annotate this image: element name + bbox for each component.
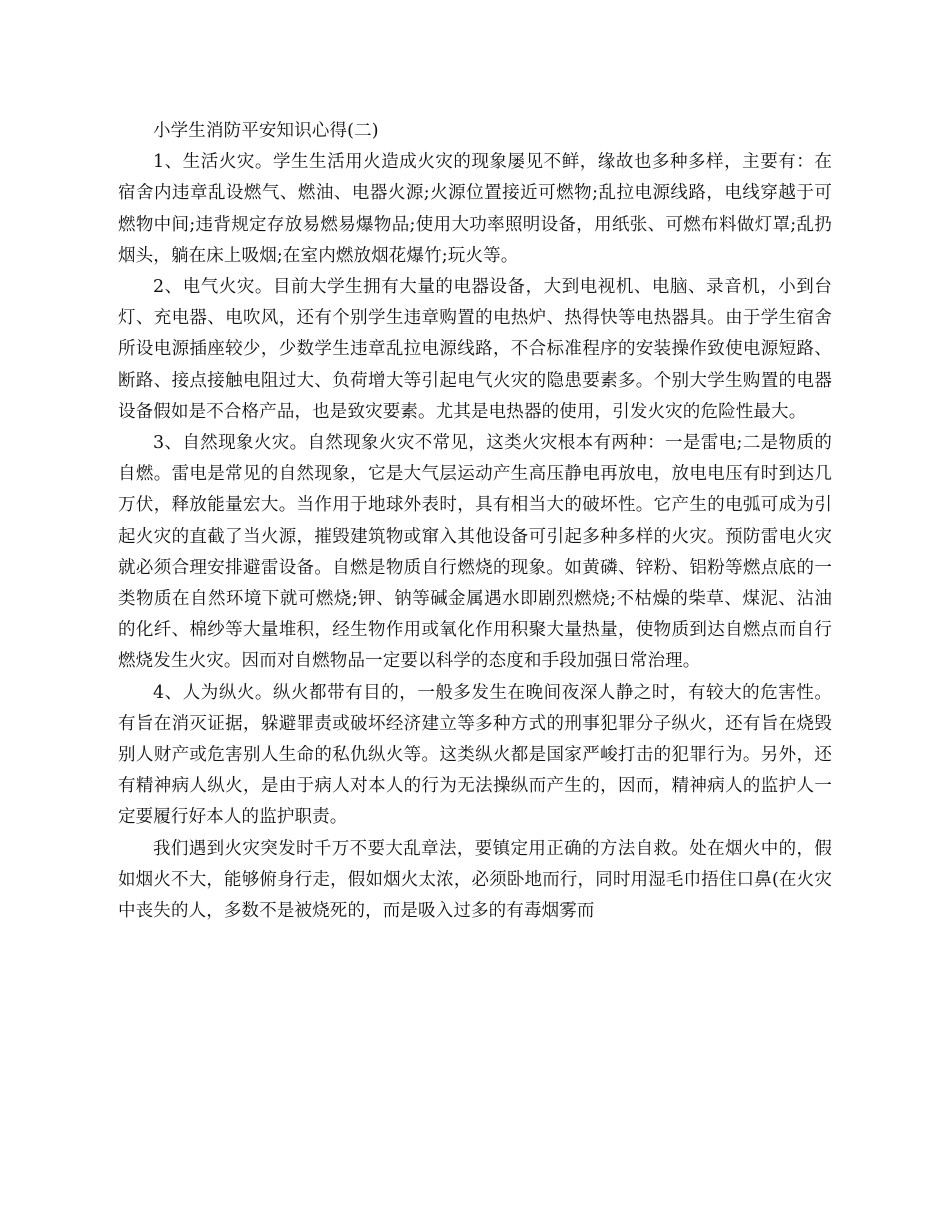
paragraph-self-rescue: 我们遇到火灾突发时千万不要大乱章法，要镇定用正确的方法自救。处在烟火中的，假如烟火不大，能够俯身行走，假如烟火太浓，必须卧地而行，同时用湿毛巾捂住口鼻(在火灾中丧失的人，多数不是被烧死的，而是吸入过多的有毒烟雾而 [118, 838, 832, 922]
paragraph-natural-fire: 3、自然现象火灾。自然现象火灾不常见，这类火灾根本有两种：一是雷电;二是物质的自燃。雷电是常见的自然现象，它是大气层运动产生高压静电再放电，放电电压有时到达几万伏，释放能量宏大。当作用于地球外表时，具有相当大的破坏性。它产生的电弧可成为引起火灾的直截了当火源，摧毁建筑物或窜入其他设备可引起多种多样的火灾。预防雷电火灾就必须合理安排避雷设备。自燃是物质自行燃烧的现象。如黄磷、锌粉、铝粉等燃点底的一类物质在自然环境下就可燃烧;钾、钠等碱金属遇水即剧烈燃烧;不枯燥的柴草、煤泥、沾油的化纤、棉纱等大量堆积，经生物作用或氧化作用积聚大量热量，使物质到达自燃点而自行燃烧发生火灾。因而对自燃物品一定要以科学的态度和手段加强日常治理。 [118, 433, 832, 672]
paragraph-arson: 4、人为纵火。纵火都带有目的，一般多发生在晚间夜深人静之时，有较大的危害性。有旨在消灭证据，躲避罪责或破坏经济建立等多种方式的刑事犯罪分子纵火，还有旨在烧毁别人财产或危害别人生命的私仇纵火等。这类纵火都是国家严峻打击的犯罪行为。另外，还有精神病人纵火，是由于病人对本人的行为无法操纵而产生的，因而，精神病人的监护人一定要履行好本人的监护职责。 [118, 682, 832, 828]
paragraph-electrical-fire: 2、电气火灾。目前大学生拥有大量的电器设备，大到电视机、电脑、录音机，小到台灯、充电器、电吹风，还有个别学生违章购置的电热炉、热得快等电热器具。由于学生宿舍所设电源插座较少，少数学生违章乱拉电源线路，不合标准程序的安装操作致使电源短路、断路、接点接触电阻过大、负荷增大等引起电气火灾的隐患要素多。个别大学生购置的电器设备假如是不合格产品，也是致灾要素。尤其是电热器的使用，引发火灾的危险性最大。 [118, 277, 832, 422]
document-title: 小学生消防平安知识心得(二) [153, 121, 379, 141]
paragraph-living-fire: 1、生活火灾。学生生活用火造成火灾的现象屡见不鲜，缘故也多种多样，主要有：在宿舍内违章乱设燃气、燃油、电器火源;火源位置接近可燃物;乱拉电源线路，电线穿越于可燃物中间;违背规定存放易燃易爆物品;使用大功率照明设备，用纸张、可燃布料做灯罩;乱扔烟头，躺在床上吸烟;在室内燃放烟花爆竹;玩火等。 [118, 152, 832, 266]
document-body [118, 116, 832, 927]
